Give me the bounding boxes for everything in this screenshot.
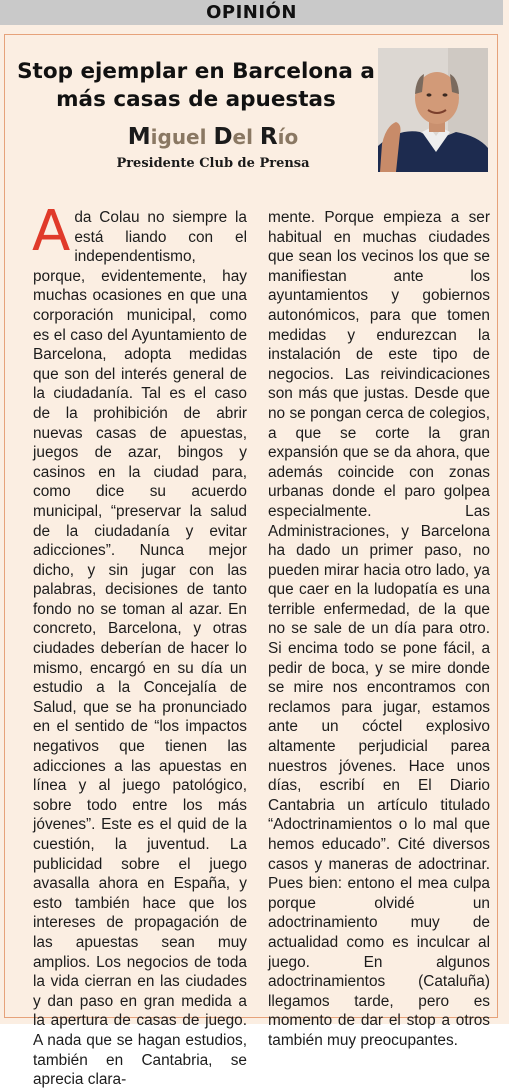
article-headline: Stop ejemplar en Barcelona a más casas de apuestas <box>17 59 375 112</box>
article-column-2 <box>268 208 490 1051</box>
section-header: OPINIÓN <box>0 0 503 25</box>
author-initial-r: R <box>259 124 278 150</box>
author-initial-d: D <box>213 124 233 150</box>
author-name <box>100 124 326 150</box>
drop-cap: A <box>32 199 71 264</box>
author-last-rest: ío <box>277 125 299 149</box>
author-last-mid: el <box>232 125 260 149</box>
author-role: Presidente Club de Prensa <box>116 156 310 171</box>
article-column-1 <box>32 199 247 1090</box>
author-first-rest: iguel <box>150 125 214 149</box>
column-1-text: da Colau no siempre la está liando con el independentismo, porque, evidentemente, hay muchas ocasiones en que una corporación municipal, como es el caso del Ayuntamiento de Barcelona, adopta medidas que son del interés general de la ciudadanía. Tal es el caso de la prohibición de abrir nuevas casas de apuestas, juegos de azar, bingos y casinos en la ciudad para, como dice su acuerdo municipal, “preservar la salud de la ciudadanía y evitar adicciones”. Nunca mejor dicho, y sin jugar con las palabras, decisiones de tanto fondo no se toman al azar. En concreto, Barcelona, y otras ciudades deberían de hacer lo mismo, encargó en su día un estudio a la Concejalía de Salud, que se ha pronunciado en el sentido de “los impactos negativos que tienen las adicciones a las apuestas en línea y al juego patológico, sobre todo entre los más jóvenes”. Este es el quid de la cuestión, la juventud. La publicidad sobre el juego avasalla ahora en España, y esto también hace que los intereses de propagación de las apuestas sean muy amplios. Los negocios de toda la vida cierran en las ciudades y dan paso en gran medida a la apertura de casas de juego. A nada que se hagan estudios, también en Cantabria, se aprecia clara- <box>33 209 247 1089</box>
author-photo <box>378 48 488 172</box>
author-portrait-image <box>378 48 488 172</box>
column-2-text: mente. Porque empieza a ser habitual en muchas ciudades que sean los vecinos los que se manifiestan ante los ayuntamientos y gobiernos autonómicos, para que tomen medidas y endurezcan la instalación de este tipo de negocios. Las reivindicaciones son más que justas. Desde que no se pongan cerca de colegios, a que se corte la gran expansión que se da ahora, que además coincide con zonas urbanas donde el paro golpea especialmente. Las Administraciones, y Barcelona ha dado un primer paso, no pueden mirar hacia otro lado, ya que caer en la ludopatía es una terrible enfermedad, de la que no se sale de un día para otro. Si encima todo se pone fácil, a pedir de boca, y se mire donde se mire nos encontramos con reclamos para jugar, estamos ante un cóctel explosivo altamente perjudicial parea nuestros jóvenes. Hace unos días, escribí en El Diario Cantabria un artículo titulado “Adoctrinamientos o lo mal que hemos educado”. Cité diversos casos y maneras de adoctrinar. Pues bien: entono el mea culpa porque olvidé un adoctrinamiento muy de actualidad como es inculcar al juego. En algunos adoctrinamientos (Cataluña) llegamos tarde, pero es momento de dar el stop a otros también muy preocupantes. <box>268 209 490 1049</box>
author-initial-m: M <box>127 124 151 150</box>
